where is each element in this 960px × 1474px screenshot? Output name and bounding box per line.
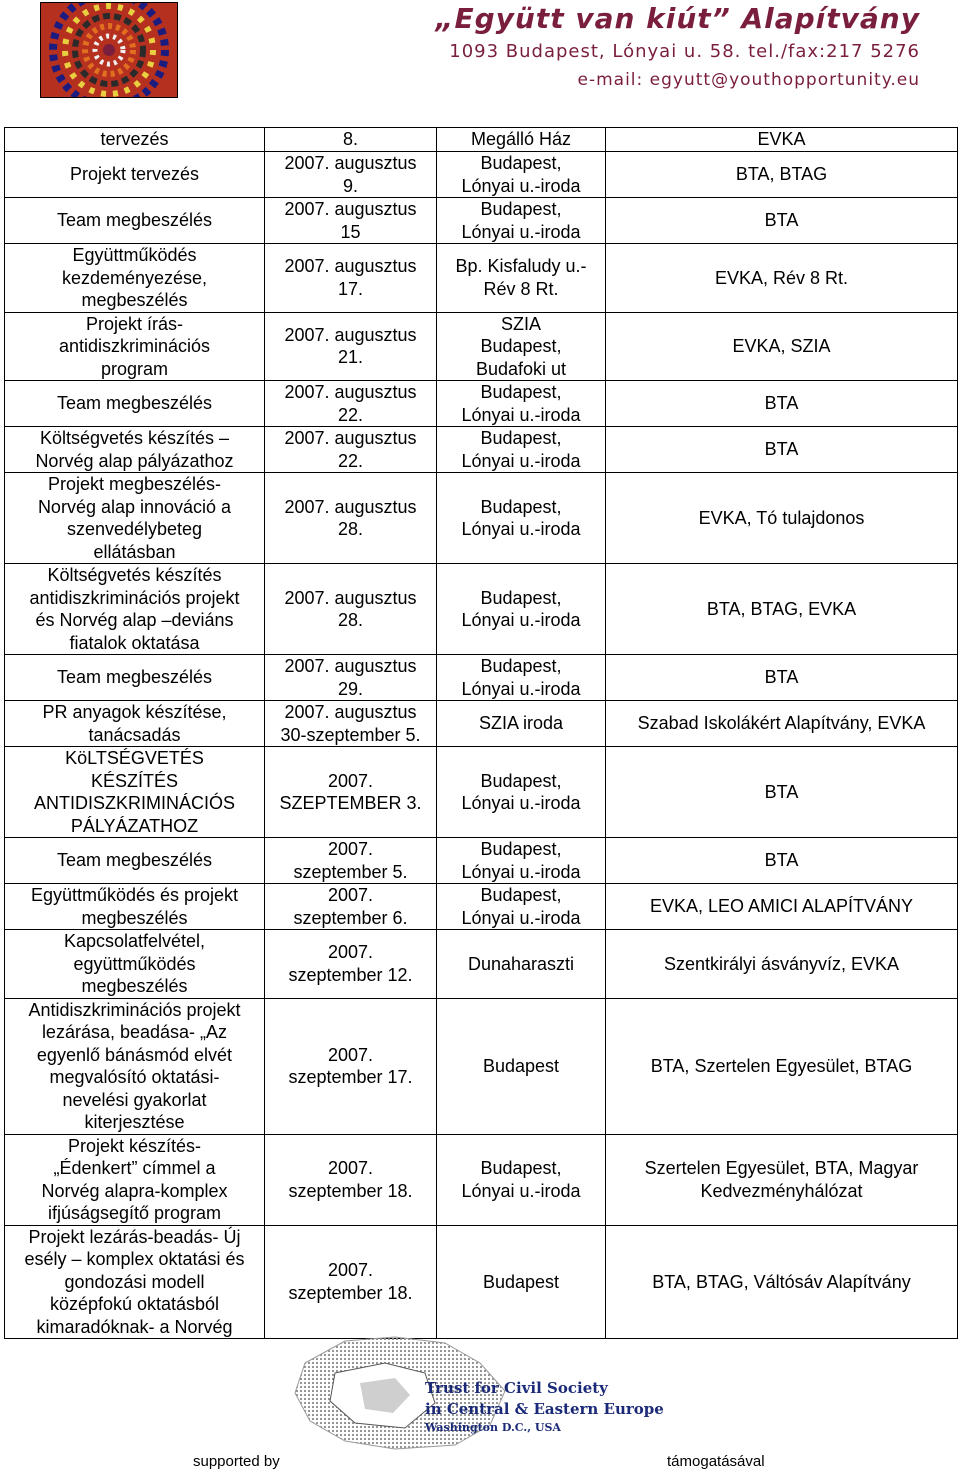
cell-line: Team megbeszélés [56, 667, 213, 688]
table-row [5, 930, 958, 999]
cell-line: 28. [337, 610, 364, 630]
cell-line: Budapest, [480, 428, 562, 448]
org-name: „Együtt van kiút” Alapítvány [435, 2, 920, 35]
activity-cell [5, 128, 265, 152]
table-row [5, 152, 958, 198]
cell-line: Megálló Ház [470, 129, 572, 150]
partners-cell [606, 198, 958, 244]
cell-line: EVKA [757, 129, 806, 150]
table-row [5, 747, 958, 838]
cell-line: PÁLYÁZATHOZ [70, 815, 199, 836]
cell-line: 22. [337, 450, 364, 471]
cell-line: EVKA, SZIA [732, 336, 831, 356]
cell-line: megbeszélés [81, 907, 188, 928]
date-cell [265, 930, 437, 999]
partners-cell [606, 427, 958, 473]
cell-line: Budafoki ut [475, 358, 567, 379]
cell-line: középfokú oktatásból [49, 1294, 220, 1314]
cell-line: Lónyai u.-iroda [461, 221, 581, 242]
cell-line: BTA, BTAG, Váltósáv Alapítvány [652, 1271, 911, 1292]
cell-line: 2007. augusztus [284, 199, 417, 219]
partners-cell [606, 884, 958, 930]
activity-cell [5, 473, 265, 564]
table-row [5, 655, 958, 701]
place-cell [437, 244, 606, 313]
place-cell [437, 312, 606, 381]
date-cell [265, 1225, 437, 1339]
table-row [5, 244, 958, 313]
cell-line: 17. [337, 278, 364, 299]
place-cell [437, 884, 606, 930]
cell-line: PR anyagok készítése, [42, 702, 227, 722]
partners-cell [606, 747, 958, 838]
cell-line: Norvég alapra-komplex [41, 1180, 228, 1201]
cell-line: 2007. [327, 1158, 374, 1178]
cell-line: szeptember 12. [288, 964, 413, 985]
trust-logo [275, 1333, 664, 1451]
partners-cell [606, 381, 958, 427]
cell-line: Budapest, [480, 336, 562, 356]
cell-line: Szabad Iskolákért Alapítvány, EVKA [637, 713, 926, 734]
cell-line: 2007. augusztus [284, 702, 417, 722]
partners-cell [606, 1134, 958, 1225]
cell-line: Budapest, [480, 153, 562, 173]
date-cell [265, 312, 437, 381]
cell-line: együttműködés [73, 953, 196, 974]
cell-line: antidiszkriminációs [58, 336, 211, 356]
place-cell [437, 747, 606, 838]
trust-name-line1: Trust for Civil Society [425, 1379, 608, 1397]
date-cell [265, 998, 437, 1134]
date-cell [265, 381, 437, 427]
activity-cell [5, 427, 265, 473]
cell-line: 29. [337, 678, 364, 699]
activity-cell [5, 701, 265, 747]
partners-cell [606, 838, 958, 884]
cell-line: szeptember 18. [288, 1282, 413, 1303]
date-cell [265, 564, 437, 655]
cell-line: BTA [764, 781, 799, 802]
cell-line: 2007. augusztus [284, 496, 417, 517]
cell-line: SZIA iroda [478, 713, 564, 734]
cell-line: BTA, Szertelen Egyesület, BTAG [650, 1055, 913, 1076]
activity-cell [5, 1134, 265, 1225]
cell-line: KöLTSÉGVETÉS [65, 748, 204, 768]
place-cell [437, 128, 606, 152]
activity-cell [5, 198, 265, 244]
partners-cell [606, 244, 958, 313]
cell-line: Budapest, [480, 839, 562, 859]
cell-line: EVKA, LEO AMICI ALAPÍTVÁNY [649, 896, 914, 917]
cell-line: fiatalok oktatása [69, 632, 200, 653]
cell-line: és Norvég alap –deviáns [35, 610, 234, 630]
date-cell [265, 427, 437, 473]
cell-line: 9. [342, 175, 358, 196]
cell-line: Lónyai u.-iroda [461, 519, 581, 539]
cell-line: 2007. augusztus [284, 428, 417, 448]
cell-line: 2007. [327, 942, 374, 963]
cell-line: 2007. augusztus [284, 153, 417, 173]
cell-line: program [100, 358, 169, 379]
partners-cell [606, 312, 958, 381]
cell-line: Kapcsolatfelvétel, [63, 931, 206, 951]
cell-line: Rév 8 Rt. [483, 278, 559, 299]
cell-line: gondozási modell [64, 1271, 205, 1292]
cell-line: Lónyai u.-iroda [461, 610, 581, 630]
place-cell [437, 701, 606, 747]
table-row [5, 1225, 958, 1339]
partners-cell [606, 473, 958, 564]
date-cell [265, 198, 437, 244]
cell-line: 2007. augusztus [284, 656, 417, 676]
cell-line: Lónyai u.-iroda [461, 793, 581, 813]
cell-line: Team megbeszélés [56, 393, 213, 414]
place-cell [437, 1134, 606, 1225]
cell-line: tervezés [100, 129, 169, 150]
table-row [5, 198, 958, 244]
schedule-table [4, 127, 958, 1339]
place-cell [437, 838, 606, 884]
cell-line: Budapest [482, 1271, 560, 1292]
cell-line: EVKA, Rév 8 Rt. [714, 267, 849, 288]
cell-line: szenvedélybeteg [66, 519, 203, 539]
table-row [5, 312, 958, 381]
cell-line: Budapest, [480, 1158, 562, 1178]
table-row [5, 838, 958, 884]
cell-line: Projekt készítés- [67, 1135, 202, 1156]
partners-cell [606, 998, 958, 1134]
activity-cell [5, 1225, 265, 1339]
cell-line: Team megbeszélés [56, 850, 213, 871]
activity-cell [5, 930, 265, 999]
cell-line: 28. [337, 519, 364, 539]
cell-line: 30-szeptember 5. [280, 724, 421, 745]
cell-line: Együttműködés és projekt [30, 885, 239, 905]
place-cell [437, 930, 606, 999]
cell-line: Lónyai u.-iroda [461, 1180, 581, 1201]
cell-line: Budapest, [480, 199, 562, 219]
cell-line: Projekt írás- [85, 313, 184, 334]
table-row [5, 427, 958, 473]
date-cell [265, 244, 437, 313]
cell-line: 2007. augusztus [284, 324, 417, 345]
activity-cell [5, 381, 265, 427]
cell-line: 2007. [327, 1260, 374, 1281]
org-email: e-mail: egyutt@youthopportunity.eu [577, 70, 920, 90]
cell-line: 2007. [327, 885, 374, 905]
cell-line: Budapest [482, 1055, 560, 1076]
partners-cell [606, 152, 958, 198]
date-cell [265, 884, 437, 930]
activity-cell [5, 838, 265, 884]
cell-line: BTA [764, 439, 799, 460]
cell-line: Budapest, [480, 382, 562, 402]
cell-line: BTA, BTAG [735, 164, 828, 185]
cell-line: Kedvezményhálózat [700, 1180, 863, 1201]
date-cell [265, 747, 437, 838]
org-address: 1093 Budapest, Lónyai u. 58. tel./fax:217 5276 [449, 41, 920, 62]
cell-line: szeptember 17. [288, 1067, 413, 1087]
cell-line: EVKA, Tó tulajdonos [698, 507, 865, 528]
cell-line: Költségvetés készítés [47, 565, 222, 585]
cell-line: megbeszélés [81, 290, 188, 310]
cell-line: kezdeményezése, [61, 267, 208, 288]
cell-line: Szertelen Egyesület, BTA, Magyar [644, 1158, 919, 1178]
trust-name-line3: Washington D.C., USA [425, 1421, 561, 1434]
cell-line: 21. [337, 347, 364, 368]
cell-line: BTA [764, 210, 799, 231]
activity-cell [5, 564, 265, 655]
cell-line: Budapest, [480, 587, 562, 608]
activity-cell [5, 312, 265, 381]
activity-cell [5, 655, 265, 701]
cell-line: KÉSZÍTÉS [90, 770, 179, 791]
date-cell [265, 152, 437, 198]
cell-line: Lónyai u.-iroda [461, 861, 581, 882]
date-cell [265, 655, 437, 701]
cell-line: Budapest, [480, 770, 562, 791]
place-cell [437, 998, 606, 1134]
cell-line: „Édenkert” címmel a [53, 1158, 216, 1178]
place-cell [437, 198, 606, 244]
cell-line: szeptember 5. [293, 861, 408, 882]
cell-line: 2007. [327, 839, 374, 859]
trust-name-line2: in Central & Eastern Europe [425, 1400, 664, 1418]
cell-line: Projekt megbeszélés- [47, 474, 222, 494]
partners-cell [606, 1225, 958, 1339]
cell-line: egyenlő bánásmód elvét [36, 1044, 233, 1065]
date-cell [265, 1134, 437, 1225]
cell-line: Lónyai u.-iroda [461, 175, 581, 196]
partners-cell [606, 564, 958, 655]
cell-line: Lónyai u.-iroda [461, 907, 581, 928]
table-row [5, 564, 958, 655]
cell-line: Budapest, [480, 885, 562, 905]
cell-line: szeptember 18. [288, 1180, 413, 1201]
cell-line: lezárása, beadása- „Az [41, 1022, 228, 1042]
cell-line: 15 [340, 221, 361, 242]
cell-line: BTA [764, 667, 799, 688]
cell-line: 2007. [327, 1044, 374, 1065]
cell-line: Lónyai u.-iroda [461, 404, 581, 425]
place-cell [437, 427, 606, 473]
activity-cell [5, 747, 265, 838]
table-row [5, 1134, 958, 1225]
cell-line: 2007. [327, 770, 374, 791]
cell-line: 2007. augusztus [284, 382, 417, 402]
cell-line: megvalósító oktatási- [49, 1067, 220, 1087]
cell-line: tanácsadás [88, 724, 181, 745]
cell-line: Lónyai u.-iroda [461, 678, 581, 699]
table-row [5, 473, 958, 564]
cell-line: Antidiszkriminációs projekt [28, 999, 241, 1020]
activity-cell [5, 998, 265, 1134]
date-cell [265, 128, 437, 152]
table-row [5, 998, 958, 1134]
supported-by-label: supported by [193, 1453, 280, 1470]
activity-cell [5, 244, 265, 313]
cell-line: ifjúságsegítő program [47, 1203, 222, 1223]
cell-line: Költségvetés készítés – [39, 428, 230, 448]
cell-line: Budapest, [480, 656, 562, 676]
cell-line: Szentkirályi ásványvíz, EVKA [663, 953, 900, 974]
cell-line: megbeszélés [81, 976, 188, 996]
cell-line: BTA [764, 393, 799, 414]
date-cell [265, 838, 437, 884]
cell-line: nevelési gyakorlat [62, 1089, 207, 1110]
place-cell [437, 655, 606, 701]
cell-line: kiterjesztése [84, 1112, 185, 1132]
cell-line: Projekt tervezés [69, 164, 200, 185]
table-row [5, 381, 958, 427]
date-cell [265, 701, 437, 747]
place-cell [437, 1225, 606, 1339]
place-cell [437, 152, 606, 198]
partners-cell [606, 128, 958, 152]
table-row [5, 701, 958, 747]
partners-cell [606, 655, 958, 701]
cell-line: Lónyai u.-iroda [461, 450, 581, 471]
cell-line: ANTIDISZKRIMINÁCIÓS [33, 793, 235, 813]
activity-cell [5, 884, 265, 930]
cell-line: szeptember 6. [293, 907, 408, 928]
table-row [5, 884, 958, 930]
cell-line: BTA, BTAG, EVKA [706, 598, 857, 619]
cell-line: Együttműködés [72, 245, 197, 265]
mosaic-logo-icon [41, 3, 177, 97]
place-cell [437, 381, 606, 427]
partners-cell [606, 930, 958, 999]
place-cell [437, 473, 606, 564]
cell-line: SZEPTEMBER 3. [279, 793, 422, 813]
cell-line: Team megbeszélés [56, 210, 213, 231]
cell-line: 2007. augusztus [284, 256, 417, 277]
cell-line: Budapest, [480, 496, 562, 517]
cell-line: Norvég alap pályázathoz [35, 450, 234, 471]
schedule-table-body [5, 128, 958, 1339]
cell-line: Dunaharaszti [467, 953, 575, 974]
support-suffix-label: támogatásával [667, 1453, 765, 1470]
partners-cell [606, 701, 958, 747]
cell-line: antidiszkriminációs projekt [29, 587, 240, 608]
cell-line: Bp. Kisfaludy u.- [455, 256, 587, 277]
foundation-logo [40, 2, 178, 98]
date-cell [265, 473, 437, 564]
table-row [5, 128, 958, 152]
cell-line: kimaradóknak- a Norvég [36, 1316, 233, 1337]
cell-line: 2007. augusztus [284, 587, 417, 608]
cell-line: esély – komplex oktatási és [24, 1249, 245, 1269]
activity-cell [5, 152, 265, 198]
cell-line: BTA [764, 850, 799, 871]
place-cell [437, 564, 606, 655]
cell-line: ellátásban [93, 541, 176, 562]
cell-line: Norvég alap innováció a [37, 496, 232, 517]
cell-line: Projekt lezárás-beadás- Új [28, 1226, 241, 1247]
cell-line: SZIA [500, 313, 541, 334]
cell-line: 22. [337, 404, 364, 425]
cell-line: 8. [342, 129, 358, 150]
